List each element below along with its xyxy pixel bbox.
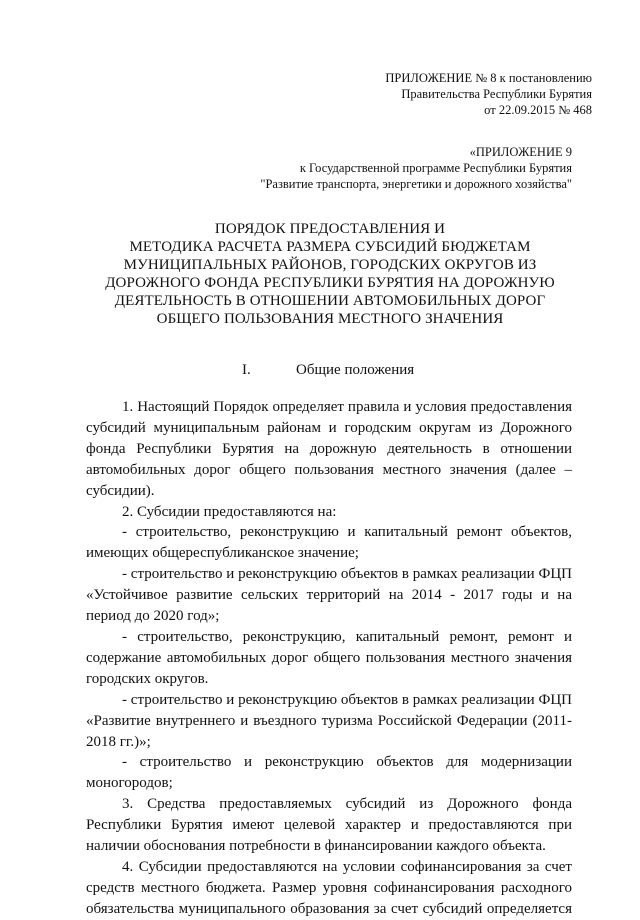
previous-appendix-header (260, 144, 572, 192)
document-title (50, 220, 610, 328)
section-number: I. (242, 362, 251, 378)
paragraph: 2. Субсидии предоставляются на: (122, 503, 337, 520)
paragraph: - строительство и реконструкцию объектов в рамках реализации ФЦП «Развитие внутреннего и въездного туризма Российской Федерации (2011-2018 гг.)»; (86, 691, 572, 750)
document-title-line: ДЕЯТЕЛЬНОСТЬ В ОТНОШЕНИИ АВТОМОБИЛЬНЫХ ДОРОГ (114, 293, 546, 309)
appendix-header-line: ПРИЛОЖЕНИЕ № 8 к постановлению (385, 71, 592, 85)
document-title-line: МУНИЦИПАЛЬНЫХ РАЙОНОВ, ГОРОДСКИХ ОКРУГОВ ИЗ (123, 257, 537, 273)
paragraph: - строительство, реконструкцию, капитальный ремонт, ремонт и содержание автомобильных дорог общего пользования местного значения городских округов. (86, 628, 572, 687)
paragraph: - строительство и реконструкцию объектов в рамках реализации ФЦП «Устойчивое развитие сельских территорий на 2014 - 2017 годы и на период до 2020 год»; (86, 566, 572, 625)
previous-appendix-line: к Государственной программе Республики Бурятия (299, 161, 572, 175)
document-title-line: ПОРЯДОК ПРЕДОСТАВЛЕНИЯ И (214, 221, 446, 237)
paragraph: 1. Настоящий Порядок определяет правила и условия предоставления субсидий муниципальным районам и городским округам из Дорожного фонда Республики Бурятия на дорожную деятельность в отношении автомобильных дорог общего пользования местного значения (далее – субсидии). (86, 399, 572, 499)
document-body (86, 397, 572, 920)
document-title-line: МЕТОДИКА РАСЧЕТА РАЗМЕРА СУБСИДИЙ БЮДЖЕТАМ (129, 239, 531, 255)
paragraph: - строительство и реконструкцию объектов для модернизации моногородов; (86, 754, 572, 792)
appendix-header-line: от 22.09.2015 № 468 (484, 103, 592, 117)
section-title: Общие положения (296, 362, 415, 378)
document-title-line: ОБЩЕГО ПОЛЬЗОВАНИЯ МЕСТНОГО ЗНАЧЕНИЯ (156, 311, 504, 327)
appendix-header-line: Правительства Республики Бурятия (401, 87, 592, 101)
previous-appendix-line: "Развитие транспорта, энергетики и дорожного хозяйства" (260, 177, 572, 191)
document-title-line: ДОРОЖНОГО ФОНДА РЕСПУБЛИКИ БУРЯТИЯ НА ДОРОЖНУЮ (105, 275, 555, 291)
appendix-header (385, 70, 592, 118)
paragraph: 4. Субсидии предоставляются на условии софинансирования за счет средств местного бюджета. Размер уровня софинансирования расходного обязательства муниципального образования за счет субсидий определяется (86, 858, 572, 917)
previous-appendix-line: «ПРИЛОЖЕНИЕ 9 (469, 145, 572, 159)
paragraph: - строительство, реконструкцию и капитальный ремонт объектов, имеющих общереспубликанское значение; (86, 524, 572, 562)
paragraph: 3. Средства предоставляемых субсидий из Дорожного фонда Республики Бурятия имеют целевой характер и предоставляются при наличии обоснования потребности в финансировании каждого объекта. (86, 796, 572, 855)
